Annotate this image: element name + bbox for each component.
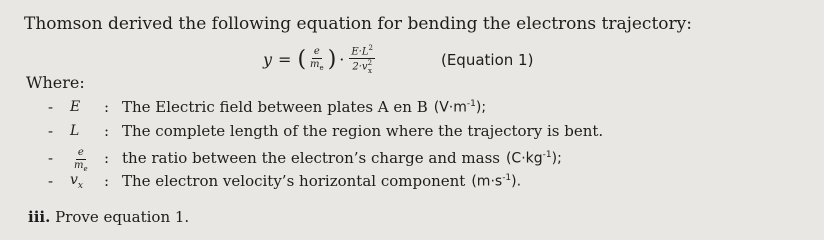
unit: $(m\cdot s^{-1})$. <box>471 173 522 190</box>
paren-close: ) <box>327 46 337 72</box>
definition-row <box>48 122 603 140</box>
unit: $(V\cdot m^{-1})$; <box>433 98 487 116</box>
definition-row <box>48 98 486 116</box>
multiply-dot: · <box>339 50 345 70</box>
fraction-denominator: $m_e$ <box>74 160 88 173</box>
bullet-dash: - <box>48 122 54 140</box>
bullet-dash: - <box>48 98 54 116</box>
question-iii <box>28 208 189 226</box>
equation-1 <box>263 45 533 75</box>
unit: $(C\cdot kg^{-1})$; <box>505 149 562 167</box>
charge-mass-fraction <box>308 47 326 72</box>
symbol-L: L <box>70 123 80 139</box>
question-number: iii. <box>28 208 51 226</box>
definition-text: The complete length of the region where the trajectory is bent. <box>122 122 604 140</box>
definition-text: The electron velocity’s horizontal component <box>122 172 466 191</box>
symbol-vx: $v_x$ <box>70 172 83 191</box>
equation-label: (Equation 1) <box>440 50 534 69</box>
intro-text: Thomson derived the following equation for bending the electrons trajectory: <box>24 14 692 34</box>
where-label: Where: <box>26 73 85 92</box>
fraction-numerator: e <box>313 46 320 58</box>
symbol-e-over-me <box>70 143 104 173</box>
equation-lhs: y <box>263 50 273 70</box>
fraction-denominator: $m_e$ <box>310 59 324 73</box>
fraction-numerator: e <box>77 147 84 158</box>
colon: : <box>104 149 110 167</box>
fraction-numerator-2: $E\cdot L^2$ <box>351 44 373 58</box>
colon: : <box>104 122 110 140</box>
colon: : <box>104 98 110 116</box>
equals-sign: = <box>278 50 292 70</box>
colon: : <box>104 172 110 191</box>
field-length-fraction <box>349 45 375 75</box>
bullet-dash: - <box>48 149 54 167</box>
fraction-denominator-2: $2\cdot v^2_x$ <box>352 59 373 75</box>
paren-open: ( <box>297 46 307 72</box>
definition-row <box>48 143 562 173</box>
bullet-dash: - <box>48 172 54 191</box>
question-text: Prove equation 1. <box>55 208 190 226</box>
definition-row <box>48 172 521 191</box>
definition-text: The Electric field between plates A en B <box>122 98 428 116</box>
symbol-E: E <box>70 99 81 115</box>
definition-text: the ratio between the electron’s charge and mass <box>122 149 500 167</box>
